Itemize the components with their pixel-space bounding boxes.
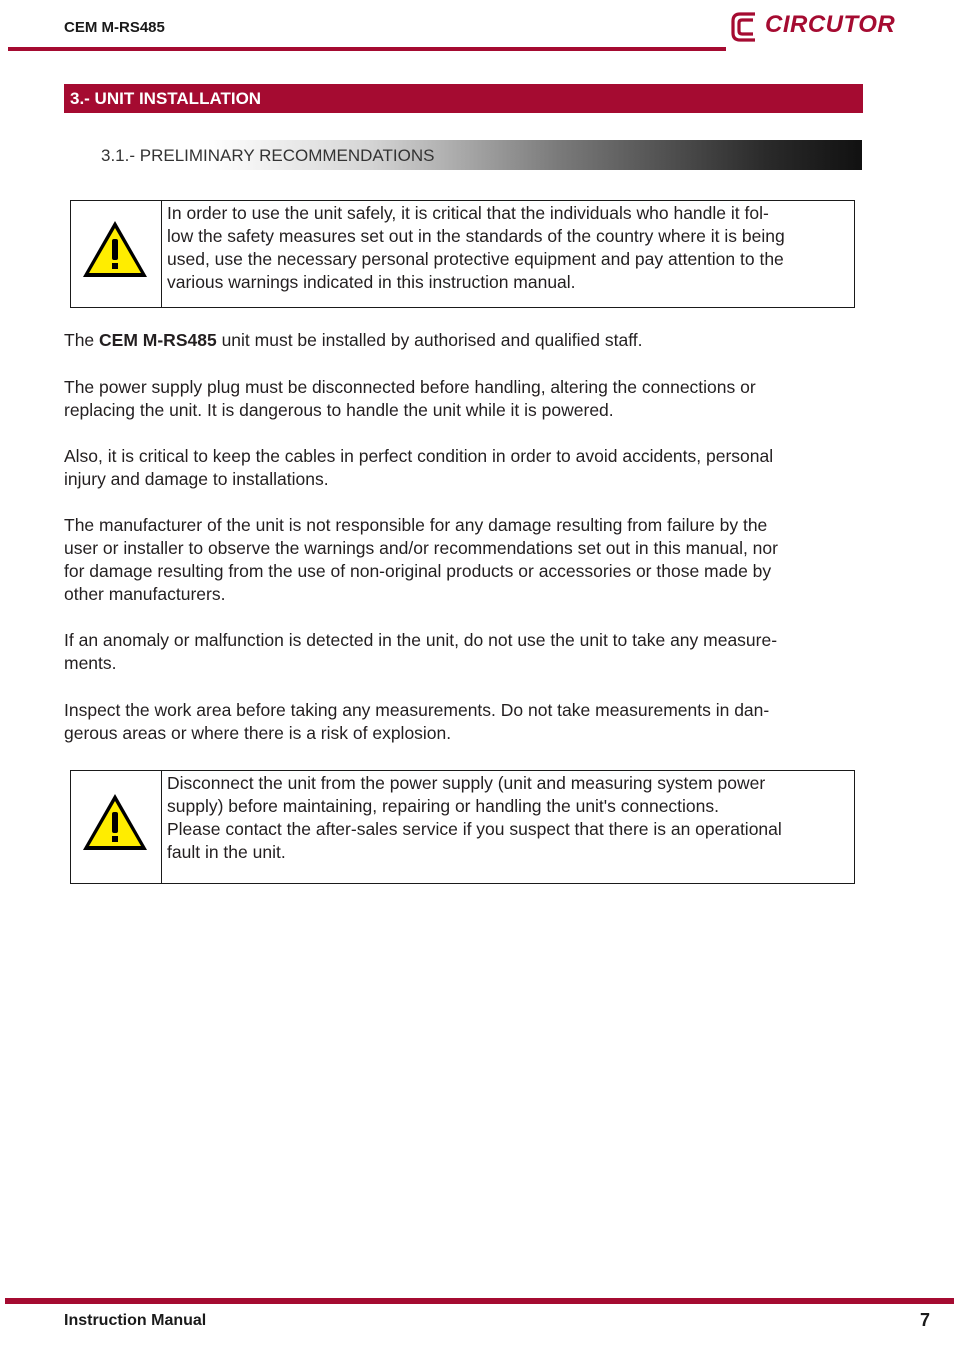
paragraph-text: unit must be installed by authorised and qualified staff.	[216, 330, 643, 350]
warning-line: Please contact the after-sales service if you suspect that there is an operational	[167, 819, 782, 839]
section-heading-bar	[64, 84, 863, 113]
warning-text	[167, 202, 848, 294]
circutor-logo	[729, 9, 909, 45]
paragraph-line: If an anomaly or malfunction is detected in the unit, do not use the unit to take any measure-	[64, 630, 778, 650]
paragraph-text: The	[64, 330, 100, 350]
document-title: CEM M-RS485	[64, 19, 165, 36]
footer-rule	[5, 1298, 954, 1304]
warning-line: Disconnect the unit from the power supply (unit and measuring system power	[167, 773, 766, 793]
warning-text	[167, 772, 848, 864]
logo-wordmark: CIRCUTOR	[765, 11, 896, 38]
section-title: 3.- UNIT INSTALLATION	[70, 89, 262, 108]
paragraph-line: The manufacturer of the unit is not responsible for any damage resulting from failure by the	[64, 515, 768, 535]
warning-icon-cell	[71, 771, 162, 883]
warning-box	[70, 200, 855, 308]
page-number: 7	[920, 1310, 931, 1330]
header-rule	[8, 47, 726, 51]
paragraph-installer	[64, 329, 864, 352]
paragraph-line: Also, it is critical to keep the cables in perfect condition in order to avoid accidents, personal	[64, 446, 774, 466]
warning-box	[70, 770, 855, 884]
paragraph-line: Inspect the work area before taking any measurements. Do not take measurements in dan-	[64, 700, 770, 720]
warning-line: supply) before maintaining, repairing or handling the unit's connections.	[167, 796, 720, 816]
footer-label: Instruction Manual	[64, 1312, 207, 1329]
paragraph-line: ments.	[64, 653, 117, 673]
paragraph-line: gerous areas or where there is a risk of explosion.	[64, 723, 452, 743]
subsection-heading-bar	[64, 140, 862, 170]
paragraph-line: replacing the unit. It is dangerous to handle the unit while it is powered.	[64, 400, 614, 420]
warning-triangle-icon	[80, 218, 150, 280]
paragraph-line: other manufacturers.	[64, 584, 226, 604]
warning-icon-cell	[71, 201, 162, 307]
warning-line: In order to use the unit safely, it is critical that the individuals who handle it fol-	[167, 203, 769, 223]
paragraph-inspect	[64, 699, 864, 745]
paragraph-line: The power supply plug must be disconnected before handling, altering the connections or	[64, 377, 756, 397]
paragraph-cables	[64, 445, 864, 491]
warning-triangle-icon	[80, 791, 150, 853]
warning-line: used, use the necessary personal protective equipment and pay attention to the	[167, 249, 784, 269]
paragraph-line: for damage resulting from the use of non-original products or accessories or those made by	[64, 561, 772, 581]
paragraph-line: injury and damage to installations.	[64, 469, 329, 489]
warning-line: fault in the unit.	[167, 842, 286, 862]
warning-line: low the safety measures set out in the standards of the country where it is being	[167, 226, 785, 246]
paragraph-anomaly	[64, 629, 864, 675]
paragraph-power-supply	[64, 376, 864, 422]
paragraph-line: user or installer to observe the warnings and/or recommendations set out in this manual, nor	[64, 538, 778, 558]
circutor-logo-mark-icon	[729, 10, 763, 44]
paragraph-manufacturer	[64, 514, 864, 606]
subsection-title: 3.1.- PRELIMINARY RECOMMENDATIONS	[101, 146, 435, 165]
warning-line: various warnings indicated in this instruction manual.	[167, 272, 576, 292]
product-name: CEM M-RS485	[99, 330, 217, 350]
